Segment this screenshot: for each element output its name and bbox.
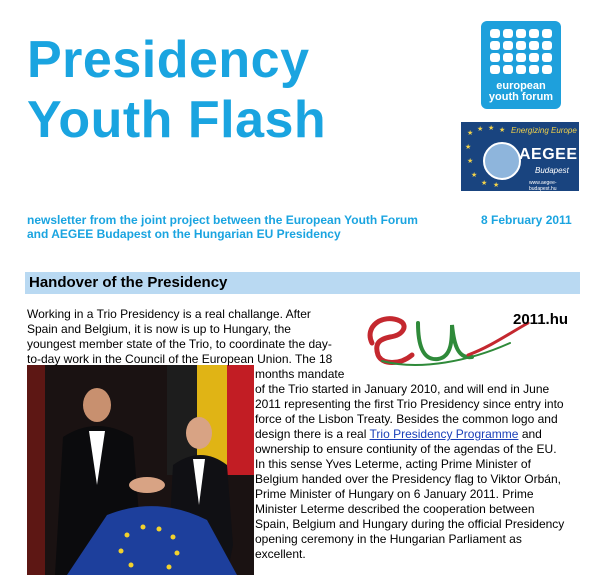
aegee-tagline: Energizing Europe: [511, 126, 577, 135]
issue-date: 8 February 2011: [481, 213, 572, 227]
section-title: Handover of the Presidency: [29, 274, 228, 291]
title-line-1: Presidency: [27, 31, 310, 89]
star-icon: ★: [481, 180, 488, 187]
title-line-2: Youth Flash: [27, 91, 327, 149]
eyf-logo-mark: [490, 29, 554, 77]
star-icon: ★: [471, 172, 478, 179]
aegee-name: AEGEE: [519, 146, 578, 163]
star-icon: ★: [493, 182, 500, 189]
globe-icon: [483, 142, 521, 180]
star-icon: ★: [488, 125, 495, 132]
star-icon: ★: [477, 126, 484, 133]
star-icon: ★: [467, 158, 474, 165]
star-icon: ★: [499, 127, 506, 134]
trio-presidency-programme-link[interactable]: Trio Presidency Programme: [369, 427, 519, 441]
aegee-url: www.aegee-budapest.hu: [529, 180, 557, 191]
aegee-city: Budapest: [535, 166, 569, 175]
newsletter-subtitle: newsletter from the joint project between the European Youth Forum and AEGEE Budapest on the Hungarian EU Presidency: [27, 213, 418, 241]
newsletter-title: [27, 30, 326, 150]
eyf-logo-text: european youth forum: [488, 80, 554, 103]
star-icon: ★: [465, 144, 472, 151]
article-body: Working in a Trio Presidency is a real challange. After Spain and Belgium, it is now is up to Hungary, the youngest member state of the Trio, to coordinate the day- to-day work in the Council of the European Union. The 18 months mandate of the Trio started in January 2010, and will end in June 2011 representing the first Trio Presidency since entry into force of the Lisbon Treaty. Besides the common logo and design there is a real Trio Presidency Programme and ownership to ensure contiunity of the agendas of the EU. In this sense Yves Leterme, acting Prime Minister of Belgium handed over the Presidency flag to Viktor Orbán, Prime Minister of Hungary on 6 January 2011. Prime Minister Leterme described the cooperation between Spain, Belgium and Hungary during the official Presidency opening ceremony in the Hungarian Parliament as excellent.: [27, 307, 565, 561]
star-icon: ★: [467, 130, 474, 137]
eu-logo-year: 2011.hu: [513, 311, 569, 328]
european-youth-forum-logo: [481, 21, 561, 109]
section-header: [25, 272, 580, 294]
aegee-budapest-logo: [461, 122, 579, 191]
